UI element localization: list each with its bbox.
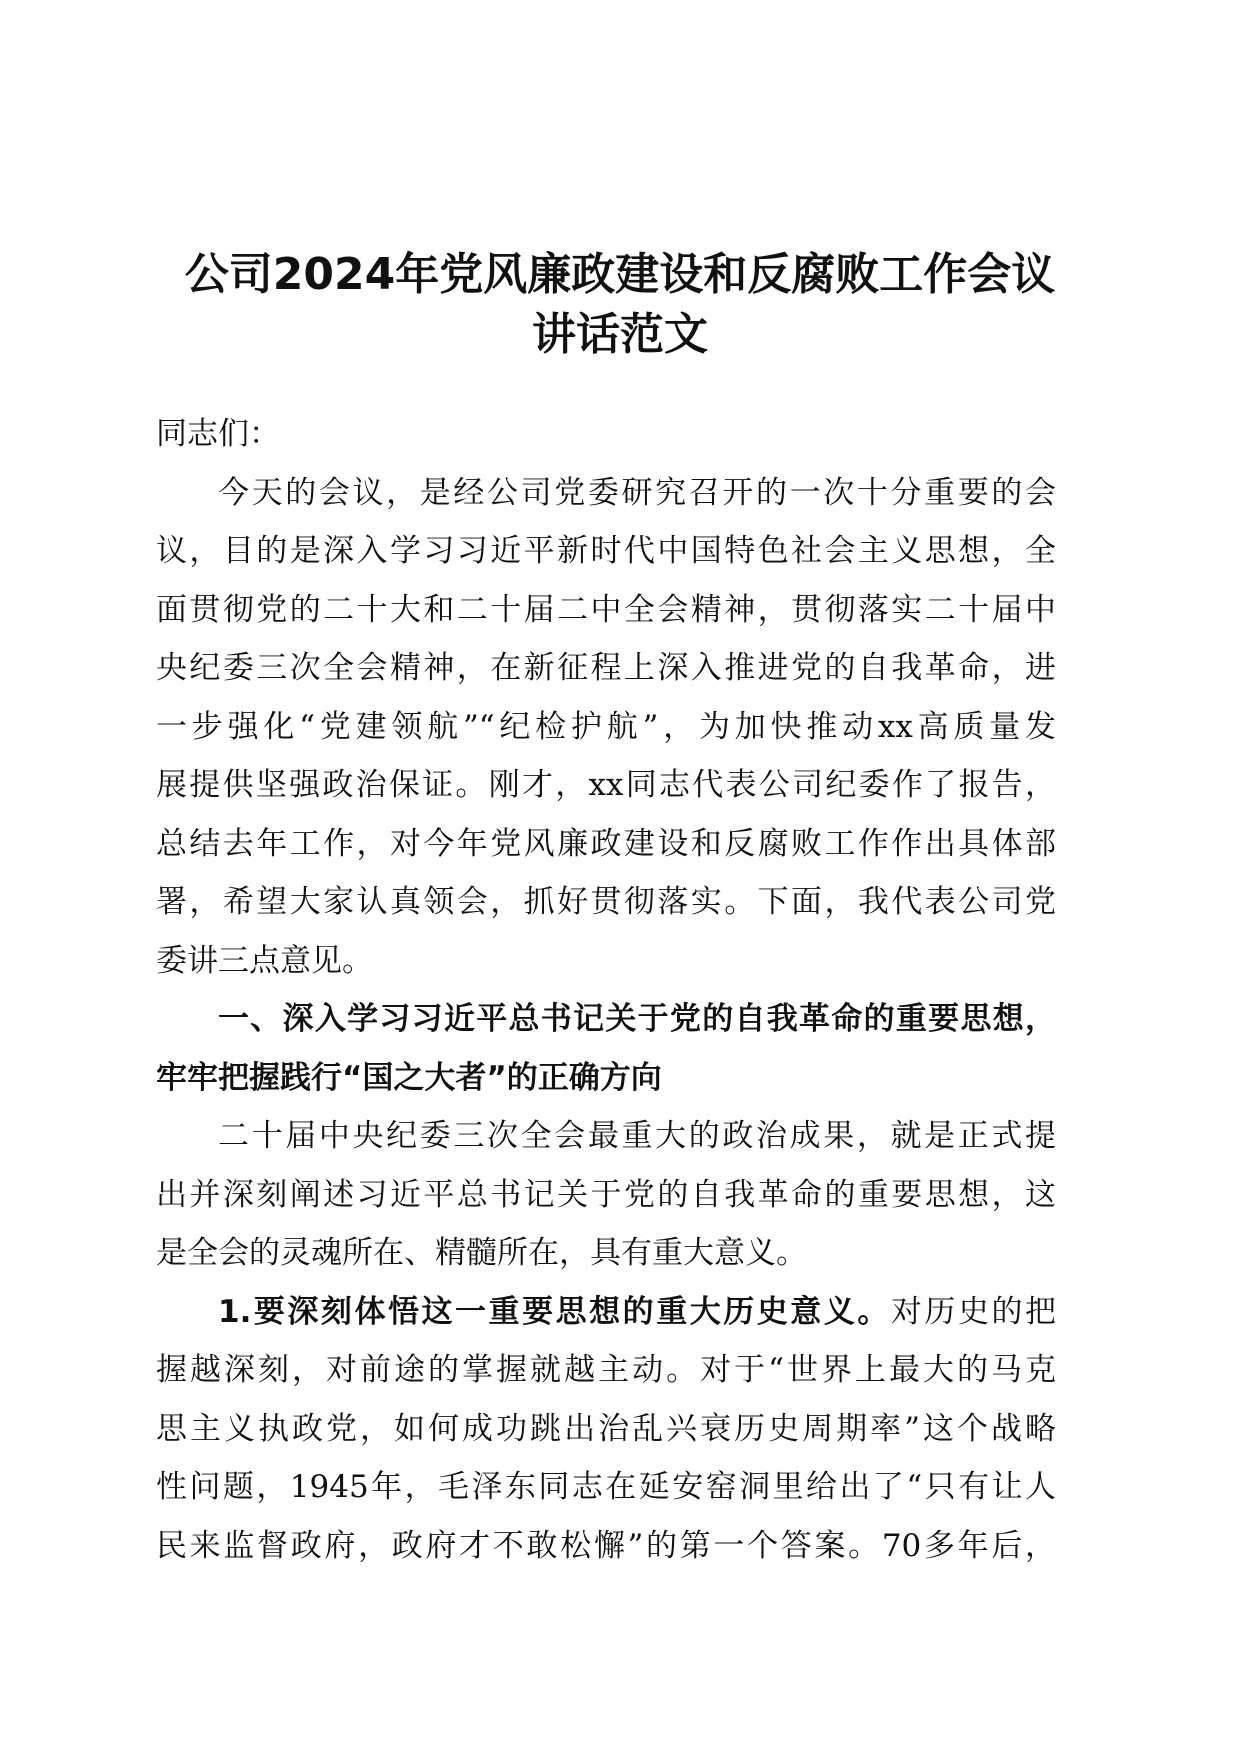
paragraph-1-line: 央纪委三次全会精神，在新征程上深入推进党的自我革命，进: [156, 650, 1056, 686]
paragraph-1-line: 面贯彻党的二十大和二十届二中全会精神，贯彻落实二十届中: [156, 591, 1056, 628]
paragraph-2-line: 二十届中央纪委三次全会最重大的政治成果，就是正式提: [218, 1118, 1056, 1154]
paragraph-1-line: 署，希望大家认真领会，抓好贯彻落实。下面，我代表公司党: [156, 884, 1056, 920]
paragraph-1-line: 一步强化“党建领航”“纪检护航”，为加快推动xx高质量发: [156, 708, 1056, 745]
section-heading-1-line: 牢牢把握践行“国之大者”的正确方向: [156, 1059, 662, 1096]
paragraph-1-line: 总结去年工作，对今年党风廉政建设和反腐败工作作出具体部: [156, 825, 1056, 862]
paragraph-1-line: 议，目的是深入学习习近平新时代中国特色社会主义思想，全: [156, 533, 1056, 569]
point-1-line: 民来监督政府，政府才不敢松懈”的第一个答案。70多年后，: [156, 1527, 1056, 1564]
title-line-1: 公司2024年党风廉政建设和反腐败工作会议: [184, 249, 1056, 300]
paragraph-1-line: 委讲三点意见。: [156, 942, 373, 979]
title-line-2: 讲话范文: [532, 309, 708, 360]
document-title: [150, 245, 1090, 365]
paragraph-1-line: 今天的会议，是经公司党委研究召开的一次十分重要的会: [218, 474, 1056, 511]
paragraph-2-line: 是全会的灵魂所在、精髓所在，具有重大意义。: [156, 1235, 807, 1271]
point-1-line: 性问题，1945年，毛泽东同志在延安窑洞里给出了“只有让人: [156, 1469, 1056, 1505]
point-1-line: 握越深刻，对前途的掌握就越主动。对于“世界上最大的马克: [156, 1352, 1056, 1388]
document-body: [156, 405, 1056, 1575]
paragraph-1-line: 展提供坚强政治保证。刚才，xx同志代表公司纪委作了报告，: [156, 767, 1056, 803]
section-heading-1-line: 一、深入学习习近平总书记关于党的自我革命的重要思想，: [218, 1001, 1056, 1037]
salutation: 同志们：: [156, 416, 280, 452]
paragraph-2-line: 出并深刻阐述习近平总书记关于党的自我革命的重要思想，这: [156, 1176, 1056, 1213]
point-1-first-line: [156, 1283, 1056, 1342]
point-1-lead-rest: 对历史的把: [890, 1293, 1056, 1330]
point-1-line: 思主义执政党，如何成功跳出治乱兴衰历史周期率”这个战略: [156, 1410, 1056, 1447]
point-1-lead: 1.要深刻体悟这一重要思想的重大历史意义。: [218, 1293, 891, 1330]
